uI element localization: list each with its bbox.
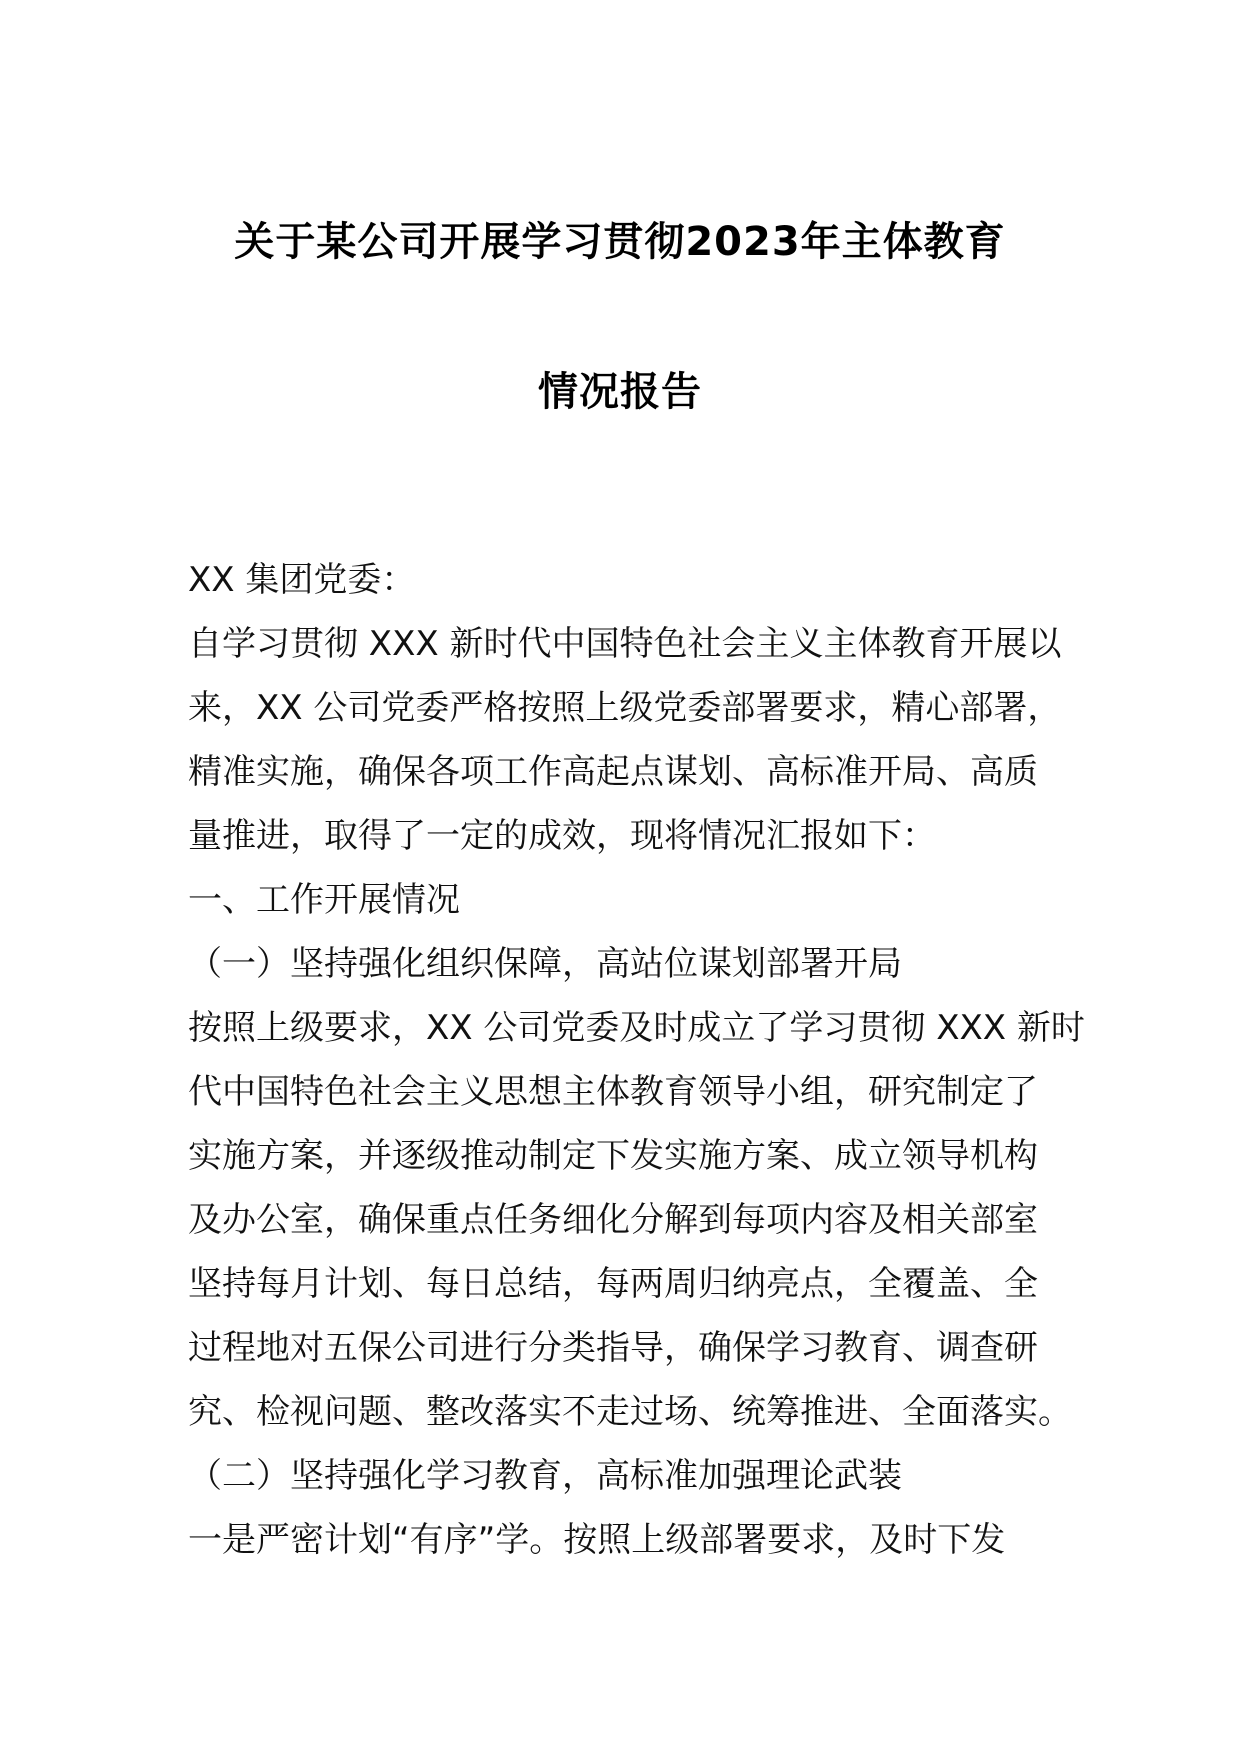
document-body: [188, 548, 1085, 1572]
paragraph-line: 按照上级要求，XX 公司党委及时成立了学习贯彻 XXX 新时: [188, 1008, 1085, 1048]
intro-line: 量推进，取得了一定的成效，现将情况汇报如下：: [188, 816, 936, 856]
paragraph-line: 究、检视问题、整改落实不走过场、统筹推进、全面落实。: [188, 1392, 1072, 1432]
intro-line: 自学习贯彻 XXX 新时代中国特色社会主义主体教育开展以: [188, 624, 1062, 664]
paragraph-line: 坚持每月计划、每日总结，每两周归纳亮点，全覆盖、全: [188, 1264, 1038, 1304]
salutation: XX 集团党委：: [188, 560, 416, 600]
paragraph-line: 代中国特色社会主义思想主体教育领导小组，研究制定了: [188, 1072, 1038, 1112]
paragraph-line: 一是严密计划“有序”学。按照上级部署要求，及时下发: [188, 1520, 1006, 1560]
intro-line: 精准实施，确保各项工作高起点谋划、高标准开局、高质: [188, 752, 1038, 792]
intro-line: 来，XX 公司党委严格按照上级党委部署要求，精心部署，: [188, 688, 1062, 728]
paragraph-line: 及办公室，确保重点任务细化分解到每项内容及相关部室: [188, 1200, 1038, 1240]
document-title-line-1: 关于某公司开展学习贯彻2023年主体教育: [234, 219, 1006, 265]
subsection-heading: （二）坚持强化学习教育，高标准加强理论武装: [188, 1456, 902, 1496]
document-title-line-2: 情况报告: [538, 369, 702, 415]
subsection-heading: （一）坚持强化组织保障，高站位谋划部署开局: [188, 944, 902, 984]
section-heading: 一、工作开展情况: [188, 880, 460, 920]
paragraph-line: 实施方案，并逐级推动制定下发实施方案、成立领导机构: [188, 1136, 1038, 1176]
paragraph-line: 过程地对五保公司进行分类指导，确保学习教育、调查研: [188, 1328, 1038, 1368]
